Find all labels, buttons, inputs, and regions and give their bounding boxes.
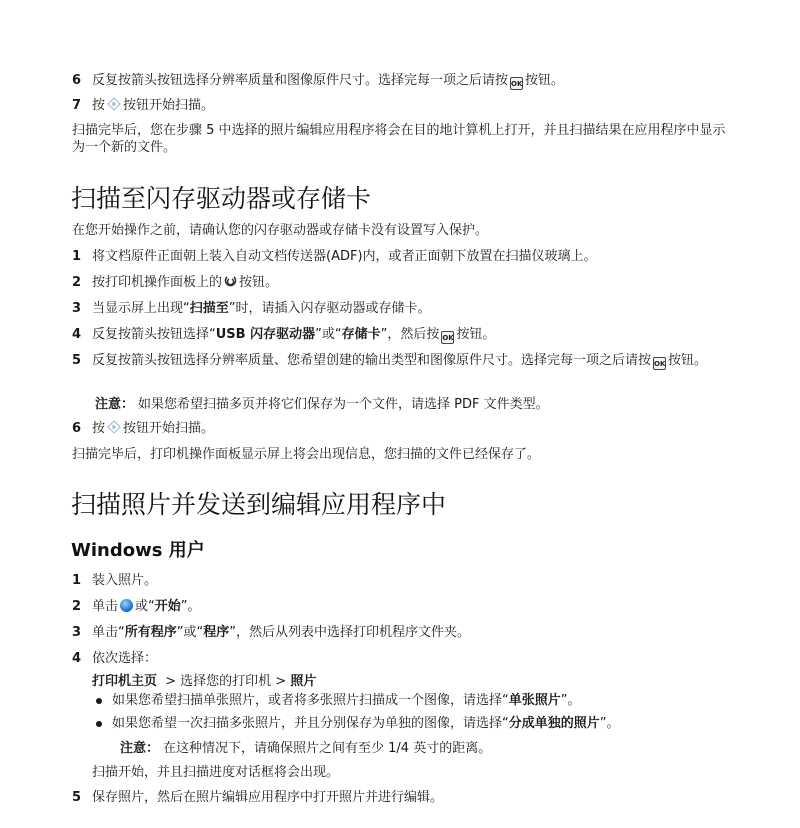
subsection-windows-users: Windows 用户	[71, 540, 205, 561]
scan-progress-text: 扫描开始，并且扫描进度对话框将会出现。	[92, 765, 340, 780]
top-step-7: 7 按 按钮开始扫描。	[72, 98, 215, 113]
bullet-multiple-photos: 如果您希望一次扫描多张照片，并且分别保存为单独的图像，请选择“分成单独的照片”。	[96, 715, 736, 732]
menu-path: 打印机主页 > 选择您的打印机 > 照片	[92, 674, 317, 689]
top-step-6: 6 反复按箭头按钮选择分辨率质量和图像原件尺寸。选择完每一项之后请按 OK 按钮。	[72, 73, 565, 88]
s1-note: 注意： 如果您希望扫描多页并将它们保存为一个文件，请选择 PDF 文件类型。	[95, 397, 549, 412]
s2-step-2: 2 单击 或“开始”。	[72, 599, 201, 614]
ok-button-icon: OK	[510, 77, 523, 90]
section1-after: 扫描完毕后，打印机操作面板显示屏上将会出现信息，您扫描的文件已经保存了。	[72, 447, 541, 462]
bullet-single-photo: 如果您希望扫描单张照片，或者将多张照片扫描成一个图像，请选择“单张照片”。	[96, 692, 736, 709]
bullet-dot	[96, 698, 102, 704]
step-number: 6	[72, 73, 82, 88]
s1-step-2: 2 按打印机操作面板上的 按钮。	[72, 275, 279, 290]
start-diamond-icon	[107, 97, 121, 111]
s2-note: 注意： 在这种情况下，请确保照片之间有至少 1/4 英寸的距离。	[120, 741, 492, 756]
scan-complete-paragraph: 扫描完毕后，您在步骤 5 中选择的照片编辑应用程序将会在目的地计算机上打开，并且扫描结果在应用程序中显示为一个新的文件。	[72, 123, 726, 155]
section1-intro: 在您开始操作之前，请确认您的闪存驱动器或存储卡没有设置写入保护。	[72, 223, 489, 238]
s1-step-5: 5 反复按箭头按钮选择分辨率质量、您希望创建的输出类型和图像原件尺寸。选择完每一项之后请按 OK 按钮。	[72, 353, 708, 368]
section-title-flash-drive: 扫描至闪存驱动器或存储卡	[71, 184, 372, 213]
s1-step-3: 3 当显示屏上出现“扫描至”时，请插入闪存驱动器或存储卡。	[72, 301, 431, 316]
s2-step-3: 3 单击“所有程序”或“程序”，然后从列表中选择打印机程序文件夹。	[72, 625, 471, 640]
s2-step-1: 1 装入照片。	[72, 573, 158, 588]
section-title-photo-edit: 扫描照片并发送到编辑应用程序中	[71, 490, 447, 519]
ok-button-icon: OK	[441, 331, 454, 344]
ok-button-icon: OK	[653, 357, 666, 370]
s2-step-5: 5 保存照片，然后在照片编辑应用程序中打开照片并进行编辑。	[72, 790, 444, 805]
scan-icon	[224, 275, 237, 288]
step-number: 7	[72, 98, 82, 113]
s2-step-4: 4 依次选择：	[72, 651, 158, 666]
s1-step-4: 4 反复按箭头按钮选择“USB 闪存驱动器”或“存储卡”，然后按 OK 按钮。	[72, 327, 496, 342]
bullet-dot	[96, 721, 102, 727]
s1-step-1: 1 将文档原件正面朝上装入自动文档传送器(ADF)内，或者正面朝下放置在扫描仪玻璃上。	[72, 249, 597, 264]
s1-step-6: 6 按 按钮开始扫描。	[72, 421, 215, 436]
windows-orb-icon	[120, 599, 133, 612]
start-diamond-icon	[107, 420, 121, 434]
